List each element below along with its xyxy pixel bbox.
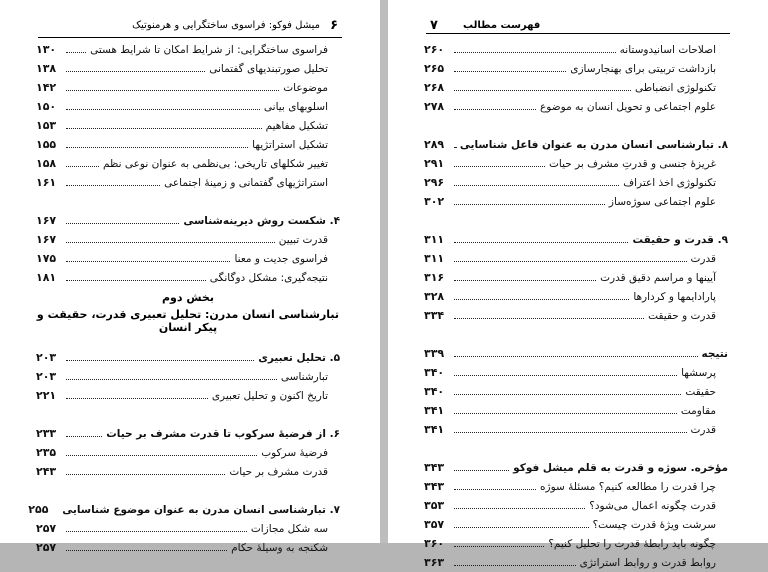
toc-page-number: ۳۴۱ <box>424 404 445 417</box>
toc-page-number: ۲۶۰ <box>424 43 445 56</box>
toc-chapter-entry <box>36 424 340 443</box>
toc-entry <box>36 173 340 192</box>
toc-page-number: ۳۱۱ <box>424 233 445 246</box>
toc-entry <box>424 401 728 420</box>
dot-leader <box>454 489 536 490</box>
toc-entry-title: مؤخره. سوژه و قدرت به قلم میشل فوکو <box>513 461 728 474</box>
toc-entry <box>424 78 728 97</box>
dot-leader <box>454 71 566 72</box>
toc-entry-title: فراسوی ساختگرایی: از شرایط امکان تا شرایط هستی <box>90 43 328 56</box>
toc-page-number: ۳۶۰ <box>424 537 445 550</box>
toc-entry-title: ۴. شکست روش دیرینه‌شناسی <box>183 214 340 227</box>
toc-page-number: ۳۲۸ <box>424 290 445 303</box>
toc-entry <box>36 249 340 268</box>
toc-chapter-entry <box>424 458 728 477</box>
dot-leader <box>454 565 576 566</box>
toc-entry <box>36 462 340 481</box>
toc-entry-title: آیینها و مراسم دقیق قدرت <box>600 271 716 284</box>
toc-entry <box>36 78 340 97</box>
toc-entry-title: قدرت تبیین <box>278 233 328 246</box>
toc-entry <box>424 306 728 325</box>
toc-page-number: ۳۴۳ <box>424 461 445 474</box>
toc-page-number: ۲۶۵ <box>424 62 445 75</box>
toc-page-number: ۲۵۵ <box>28 503 49 516</box>
toc-entry <box>36 268 340 287</box>
dot-leader <box>454 242 628 243</box>
toc-entry-title: ۷. تبارشناسی انسان مدرن به عنوان موضوع شناسایی <box>62 503 340 516</box>
dot-leader <box>454 204 605 205</box>
toc-page-number: ۱۶۱ <box>36 176 57 189</box>
dot-leader <box>66 128 262 129</box>
toc-entry <box>36 97 340 116</box>
toc-entry <box>424 363 728 382</box>
dot-leader <box>66 531 247 532</box>
toc-entry <box>424 97 728 116</box>
dot-leader <box>66 185 160 186</box>
toc-chapter-entry <box>36 348 340 367</box>
toc-entry-title: قدرت چگونه اعمال می‌شود؟ <box>589 499 716 512</box>
toc-page-number: ۲۰۳ <box>36 351 57 364</box>
left-page-header <box>0 18 380 36</box>
right-toc <box>424 40 728 572</box>
toc-entry <box>424 553 728 572</box>
toc-entry-title: تحلیل صورتبندیهای گفتمانی <box>209 62 328 75</box>
toc-entry-title: علوم اجتماعی و تحویل انسان به موضوع <box>540 100 716 113</box>
toc-chapter-entry <box>36 211 340 230</box>
toc-page-number: ۲۳۵ <box>36 446 57 459</box>
toc-entry <box>424 154 728 173</box>
dot-leader <box>454 413 677 414</box>
toc-entry <box>36 116 340 135</box>
dot-leader <box>66 398 208 399</box>
dot-leader <box>66 261 230 262</box>
toc-page-number: ۳۴۱ <box>424 423 445 436</box>
toc-entry <box>424 534 728 553</box>
toc-entry-title: تشکیل مفاهیم <box>265 119 328 132</box>
toc-entry-title: روابط قدرت و روابط استراتژی <box>579 556 716 569</box>
toc-entry-title: سه شکل مجازات <box>250 522 328 535</box>
toc-entry-title: تغییر شکلهای تاریخی: بی‌نظمی به عنوان نوعی نظم <box>103 157 328 170</box>
toc-entry-title: ۵. تحلیل تعبیری <box>258 351 340 364</box>
toc-page-number: ۲۳۳ <box>36 427 57 440</box>
toc-entry-title: اصلاحات اسانیدوستانه <box>619 43 716 56</box>
toc-entry-title: ۹. قدرت و حقیقت <box>632 233 728 246</box>
toc-page-number: ۳۵۳ <box>424 499 445 512</box>
toc-page-number: ۱۶۷ <box>36 214 57 227</box>
toc-entry-title: فراسوی جدیت و معنا <box>234 252 328 265</box>
toc-entry-title: تشکیل استراتژیها <box>252 138 328 151</box>
book-gutter <box>380 0 388 543</box>
toc-entry <box>424 477 728 496</box>
toc-entry-title: غریزهٔ جنسی و قدرتِ مشرف بر حیات <box>549 157 716 170</box>
dot-leader <box>454 166 545 167</box>
toc-entry <box>36 538 340 557</box>
toc-page-number: ۳۳۹ <box>424 347 445 360</box>
toc-entry-title: قدرت مشرف بر حیات <box>229 465 328 478</box>
toc-page-number: ۲۷۸ <box>424 100 445 113</box>
toc-entry <box>424 287 728 306</box>
toc-page-number: ۲۹۱ <box>424 157 445 170</box>
toc-page-number: ۳۱۱ <box>424 252 445 265</box>
dot-leader <box>454 147 456 148</box>
dot-leader <box>454 299 629 300</box>
dot-leader <box>454 185 619 186</box>
dot-leader <box>454 527 589 528</box>
toc-entry-title: پارادایمها و کردارها <box>633 290 716 303</box>
toc-entry-title: سرشت ویژهٔ قدرت چیست؟ <box>592 518 716 531</box>
toc-page-number: ۱۵۸ <box>36 157 57 170</box>
toc-entry-title: قدرت و حقیقت <box>648 309 716 322</box>
dot-leader <box>454 52 616 53</box>
dot-leader <box>66 147 248 148</box>
dot-leader <box>454 432 687 433</box>
header-rule <box>426 33 730 34</box>
toc-entry-title: استراتژیهای گفتمانی و زمینهٔ اجتماعی <box>164 176 328 189</box>
dot-leader <box>454 546 544 547</box>
dot-leader <box>454 356 698 357</box>
dot-leader <box>454 90 631 91</box>
toc-page-number: ۱۶۷ <box>36 233 57 246</box>
part-heading <box>36 287 340 340</box>
toc-page-number: ۲۵۷ <box>36 522 57 535</box>
dot-leader <box>66 242 275 243</box>
toc-chapter-entry <box>424 344 728 363</box>
toc-entry-title: تکنولوژی اخذ اعتراف <box>623 176 716 189</box>
toc-entry <box>424 59 728 78</box>
toc-entry <box>424 268 728 287</box>
toc-entry-title: پرسشها <box>681 366 716 379</box>
right-page-number: ۷ <box>430 18 438 33</box>
toc-entry <box>36 135 340 154</box>
toc-entry <box>424 496 728 515</box>
dot-leader <box>66 455 257 456</box>
toc-page-number: ۳۴۳ <box>424 480 445 493</box>
dot-leader <box>454 109 536 110</box>
part-subtitle: تبارشناسی انسان مدرن: تحلیل تعبیری قدرت، حقیقت و پیکر انسان <box>36 308 340 334</box>
dot-leader <box>454 394 681 395</box>
toc-page-number: ۱۴۲ <box>36 81 57 94</box>
toc-entry <box>36 386 340 405</box>
toc-entry <box>424 382 728 401</box>
toc-entry <box>424 192 728 211</box>
toc-page-number: ۱۵۰ <box>36 100 57 113</box>
left-page <box>0 0 380 554</box>
toc-entry <box>36 59 340 78</box>
dot-leader <box>66 109 260 110</box>
toc-entry <box>424 40 728 59</box>
toc-entry-title: حقیقت <box>685 385 716 398</box>
toc-page-number: ۳۶۳ <box>424 556 445 569</box>
toc-page-number: ۱۵۵ <box>36 138 57 151</box>
left-running-title: میشل فوکو: فراسوی ساختگرایی و هرمنوتیک <box>132 20 320 31</box>
toc-entry <box>36 40 340 59</box>
toc-entry <box>424 173 728 192</box>
toc-entry-title: نتیجه‌گیری: مشکل دوگانگی <box>209 271 328 284</box>
toc-entry-title: قدرت <box>690 423 716 436</box>
toc-page-number: ۱۳۸ <box>36 62 57 75</box>
left-toc <box>28 40 340 557</box>
toc-page-number: ۲۲۱ <box>36 389 57 402</box>
toc-page-number: ۲۰۳ <box>36 370 57 383</box>
toc-entry <box>424 249 728 268</box>
toc-page-number: ۱۷۵ <box>36 252 57 265</box>
toc-page-number: ۲۹۶ <box>424 176 445 189</box>
toc-page-number: ۳۵۷ <box>424 518 445 531</box>
dot-leader <box>66 474 225 475</box>
toc-page-number: ۲۴۳ <box>36 465 57 478</box>
dot-leader <box>454 261 687 262</box>
toc-page-number: ۲۵۷ <box>36 541 57 554</box>
toc-entry-title: شکنجه به وسیلهٔ حکام <box>231 541 328 554</box>
dot-leader <box>66 71 205 72</box>
toc-entry-title: تکنولوژی انضباطی <box>635 81 716 94</box>
toc-entry <box>36 367 340 386</box>
toc-entry-title: بازداشت تربیتی برای بهنجارسازی <box>570 62 716 75</box>
dot-leader <box>66 379 277 380</box>
dot-leader <box>66 360 254 361</box>
dot-leader <box>454 375 677 376</box>
right-page <box>388 0 768 569</box>
dot-leader <box>66 90 279 91</box>
dot-leader <box>454 280 596 281</box>
toc-chapter-entry <box>424 135 728 154</box>
toc-page-number: ۳۴۰ <box>424 366 445 379</box>
dot-leader <box>66 436 102 437</box>
toc-chapter-entry <box>424 230 728 249</box>
toc-entry-title: ۸. تبارشناسی انسان مدرن به عنوان فاعل شناسایی <box>459 138 728 151</box>
right-running-title: فهرست مطالب <box>463 20 541 31</box>
toc-entry <box>36 154 340 173</box>
toc-page-number: ۳۱۶ <box>424 271 445 284</box>
toc-entry-title: تبارشناسی <box>280 370 328 383</box>
dot-leader <box>454 318 644 319</box>
dot-leader <box>66 52 86 53</box>
dot-leader <box>66 550 227 551</box>
toc-entry <box>36 443 340 462</box>
dot-leader <box>454 508 585 509</box>
toc-entry <box>424 515 728 534</box>
left-page-number: ۶ <box>330 18 338 33</box>
dot-leader <box>66 280 206 281</box>
toc-entry-title: مقاومت <box>680 404 716 417</box>
toc-page-number: ۱۵۳ <box>36 119 57 132</box>
toc-entry <box>36 230 340 249</box>
toc-entry-title: موضوعات <box>283 81 328 94</box>
toc-entry-title: اسلوبهای بیانی <box>263 100 328 113</box>
toc-entry-title: علوم اجتماعی سوژه‌ساز <box>608 195 716 208</box>
toc-entry <box>36 519 340 538</box>
toc-page-number: ۲۸۹ <box>424 138 445 151</box>
toc-page-number: ۳۳۴ <box>424 309 445 322</box>
toc-page-number: ۱۸۱ <box>36 271 57 284</box>
part-label: بخش دوم <box>162 291 214 304</box>
toc-entry-title: چرا قدرت را مطالعه کنیم؟ مسئلهٔ سوژه <box>540 480 716 493</box>
toc-entry-title: نتیجه <box>701 347 728 360</box>
dot-leader <box>454 470 509 471</box>
header-rule <box>38 37 342 38</box>
toc-page-number: ۲۶۸ <box>424 81 445 94</box>
dot-leader <box>66 166 99 167</box>
toc-entry <box>424 420 728 439</box>
toc-entry-title: تاریخ اکنون و تحلیل تعبیری <box>211 389 328 402</box>
toc-page-number: ۳۴۰ <box>424 385 445 398</box>
toc-entry-title: فرضیهٔ سرکوب <box>261 446 328 459</box>
toc-entry-title: چگونه باید رابطهٔ قدرت را تحلیل کنیم؟ <box>548 537 716 550</box>
toc-entry-title: قدرت <box>690 252 716 265</box>
dot-leader <box>66 223 179 224</box>
toc-page-number: ۳۰۲ <box>424 195 445 208</box>
toc-page-number: ۱۳۰ <box>36 43 57 56</box>
toc-chapter-entry <box>28 500 340 519</box>
toc-entry-title: ۶. از فرضیهٔ سرکوب تا قدرت مشرف بر حیات <box>106 427 340 440</box>
